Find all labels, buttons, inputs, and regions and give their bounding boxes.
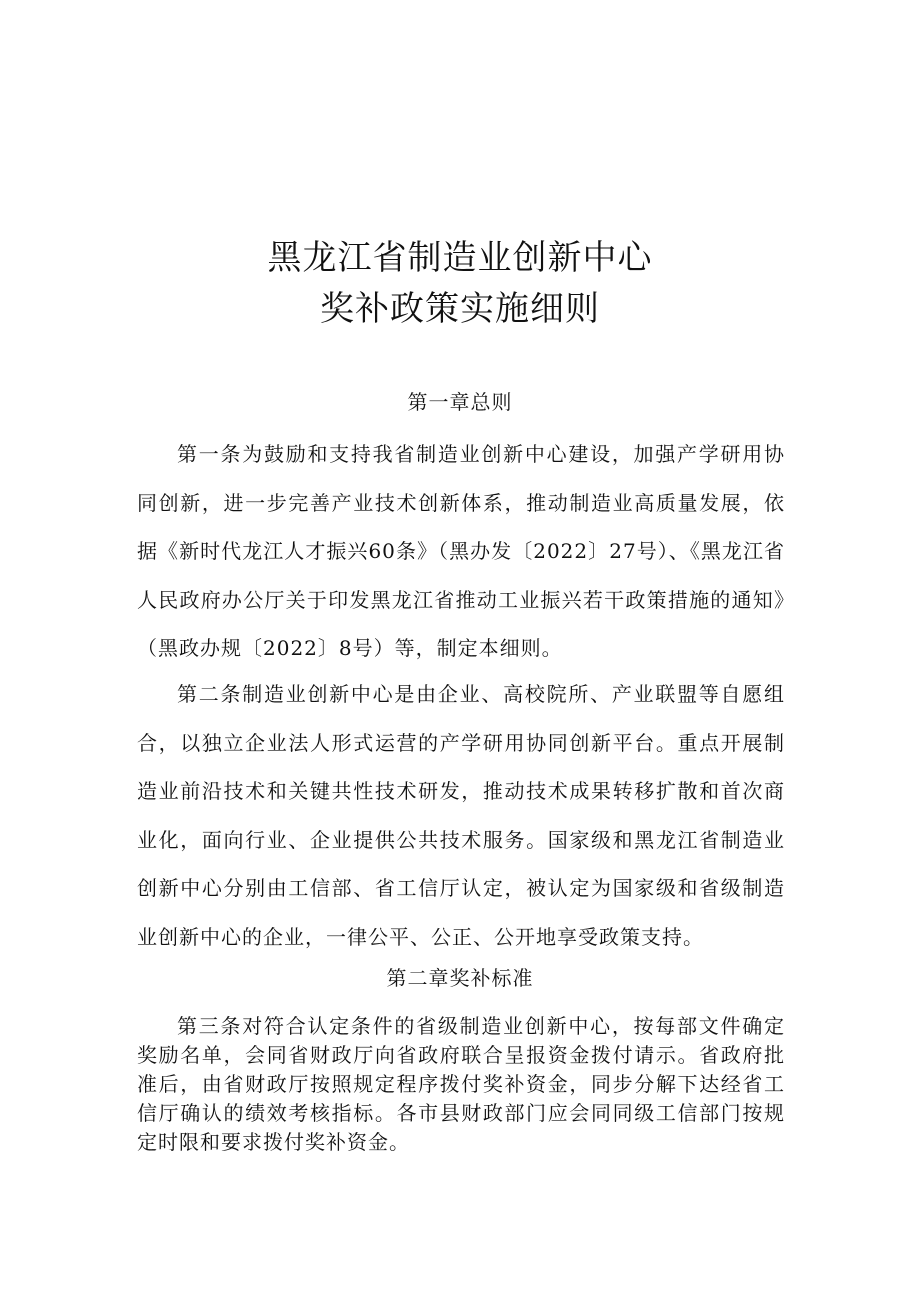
document-title-line2: 奖补政策实施细则 xyxy=(320,289,600,329)
article-1-paragraph: 第一条为鼓励和支持我省制造业创新中心建设，加强产学研用协同创新，进一步完善产业技术创新体系，推动制造业高质量发展，依据《新时代龙江人才振兴60条》（黑办发〔2022〕27号）、《黑龙江省人民政府办公厅关于印发黑龙江省推动工业振兴若干政策措施的通知》（黑政办规〔2022〕8号）等，制定本细则。 xyxy=(137,442,785,660)
document-title-line1: 黑龙江省制造业创新中心 xyxy=(267,238,653,278)
chapter-1-heading: 第一章总则 xyxy=(407,390,513,414)
article-2-paragraph: 第二条制造业创新中心是由企业、高校院所、产业联盟等自愿组合，以独立企业法人形式运营的产学研用协同创新平台。重点开展制造业前沿技术和关键共性技术研发，推动技术成果转移扩散和首次商业化，面向行业、企业提供公共技术服务。国家级和黑龙江省制造业创新中心分别由工信部、省工信厅认定，被认定为国家级和省级制造业创新中心的企业，一律公平、公正、公开地享受政策支持。 xyxy=(137,682,785,949)
chapter-2-heading: 第二章奖补标准 xyxy=(386,966,534,990)
article-3-paragraph: 第三条对符合认定条件的省级制造业创新中心，按每部文件确定奖励名单，会同省财政厅向省政府联合呈报资金拨付请示。省政府批准后，由省财政厅按照规定程序拨付奖补资金，同步分解下达经省工信厅确认的绩效考核指标。各市县财政部门应会同同级工信部门按规定时限和要求拨付奖补资金。 xyxy=(137,1014,785,1154)
